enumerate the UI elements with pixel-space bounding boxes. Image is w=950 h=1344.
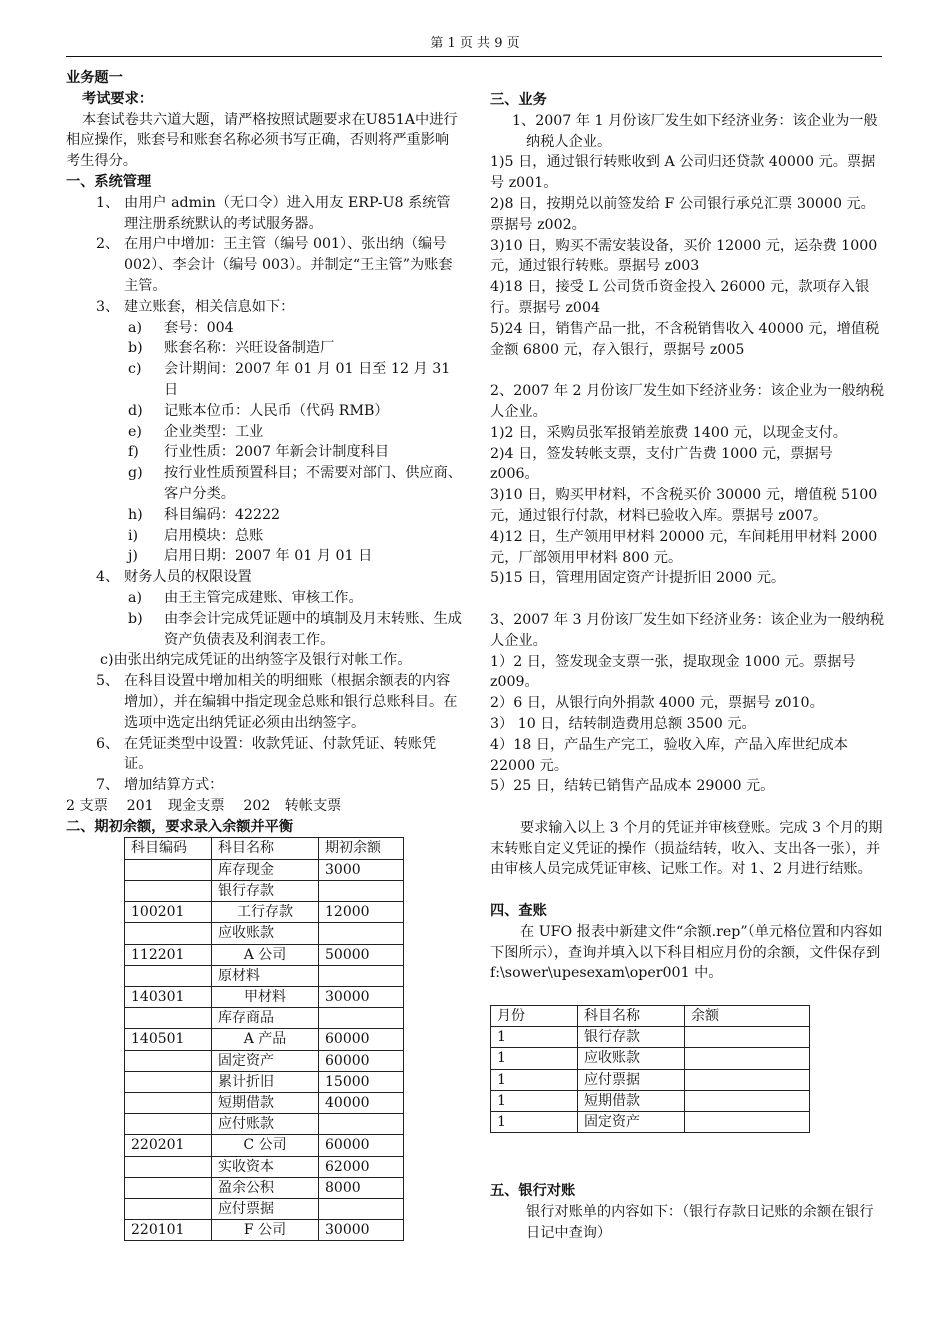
month3-intro: 3、2007 年 3 月份该厂发生如下经济业务：该企业为一般纳税人企业。	[490, 611, 885, 649]
sub-text: 启用日期：2007 年 01 月 01 日	[164, 548, 373, 565]
item-text: 建立账套，相关信息如下：	[124, 298, 295, 315]
item-text: 财务人员的权限设置	[124, 569, 252, 586]
cell-balance: 60000	[319, 1135, 404, 1156]
list-item	[66, 193, 462, 235]
m1-item: 4)18 日，接受 L 公司货币资金投入 26000 元，款项存入银行。票据号 z004	[490, 279, 870, 316]
cell-name: C 公司	[212, 1135, 319, 1156]
sub-text: 由李会计完成凭证题中的填制及月末转账、生成资产负债表及利润表工作。	[164, 610, 462, 648]
cell-name: 应收账款	[212, 923, 319, 944]
table-row	[125, 1071, 404, 1092]
table-row	[125, 859, 404, 880]
item-number: 4、	[96, 569, 120, 586]
table-row	[491, 1069, 810, 1090]
sub-item	[66, 422, 462, 443]
table-row	[125, 1198, 404, 1219]
m3-item: 1）2 日，签发现金支票一张，提取现金 1000 元。票据号 z009。	[490, 653, 856, 691]
item-number: 3、	[96, 298, 120, 315]
list-item	[66, 775, 462, 796]
sub-text: 行业性质：2007 年新会计制度科目	[164, 444, 390, 461]
m2-item: 1)2 日，采购员张军报销差旅费 1400 元，以现金支付。	[490, 424, 847, 441]
cell-code	[125, 1050, 212, 1071]
cell-name: 工行存款	[212, 902, 319, 923]
m1-item: 1)5 日，通过银行转账收到 A 公司归还贷款 40000 元。票据号 z001。	[490, 154, 876, 192]
list-item	[66, 297, 462, 318]
cell-balance: 8000	[319, 1177, 404, 1198]
cell-balance	[685, 1069, 810, 1090]
sub-item	[66, 401, 462, 422]
cell-name: 原材料	[212, 965, 319, 986]
header-rule	[66, 56, 882, 57]
m1-item: 5)24 日，销售产品一批，不含税销售收入 40000 元，增值税金额 6800 元，存入银行，票据号 z005	[490, 320, 880, 358]
cell-month: 1	[491, 1112, 578, 1133]
sub-text: 按行业性质预置科目；不需要对部门、供应商、客户分类。	[164, 465, 462, 502]
col-header-name: 科目名称	[212, 838, 319, 859]
sub-number: e)	[128, 423, 142, 440]
list-item	[66, 734, 462, 776]
sub-number: a)	[128, 319, 142, 336]
sub-text: 科目编码：42222	[164, 506, 281, 523]
cell-code	[125, 1156, 212, 1177]
cell-code: 220101	[125, 1220, 212, 1241]
sub-item	[66, 505, 462, 526]
cell-balance	[685, 1027, 810, 1048]
cell-code	[125, 859, 212, 880]
cell-month: 1	[491, 1090, 578, 1111]
sub-item	[66, 318, 462, 339]
m1-item: 2)8 日，按期兑以前签发给 F 公司银行承兑汇票 30000 元。票据号 z002。	[490, 195, 875, 233]
cell-code	[125, 923, 212, 944]
s1-items-a	[66, 193, 462, 318]
sub-number: g)	[128, 465, 143, 482]
cell-name: 应付票据	[212, 1198, 319, 1219]
item-text: 在凭证类型中设置：收款凭证、付款凭证、转账凭证。	[124, 735, 437, 773]
table-row	[125, 965, 404, 986]
sub-number: b)	[128, 610, 143, 627]
sub-text: 由王主管完成建账、审核工作。	[164, 589, 363, 606]
month1-intro: 1、2007 年 1 月份该厂发生如下经济业务：该企业为一般纳税人企业。	[512, 112, 878, 150]
cell-balance: 60000	[319, 1029, 404, 1050]
cell-balance	[685, 1048, 810, 1069]
cell-balance: 62000	[319, 1156, 404, 1177]
m3-item: 2）6 日，从银行向外捐款 4000 元，票据号 z010。	[490, 695, 824, 712]
cell-name: 盈余公积	[212, 1177, 319, 1198]
table-row	[125, 902, 404, 923]
col-header-account: 科目名称	[578, 1006, 685, 1027]
m3-item: 4）18 日，产品生产完工，验收入库，产品入库世纪成本 22000 元。	[490, 736, 848, 774]
sub-number: i)	[128, 527, 139, 544]
cell-balance: 15000	[319, 1071, 404, 1092]
cell-name: 甲材料	[212, 986, 319, 1007]
col-header-code: 科目编码	[125, 838, 212, 859]
sub-item	[66, 338, 462, 359]
cell-name: A 产品	[212, 1029, 319, 1050]
s1-sub3	[66, 318, 462, 568]
month2-intro: 2、2007 年 2 月份该厂发生如下经济业务：该企业为一般纳税人企业。	[490, 383, 885, 420]
m2-item: 2)4 日，签发转帐支票，支付广告费 1000 元，票据号 z006。	[490, 445, 833, 483]
cell-name: 固定资产	[212, 1050, 319, 1071]
exam-req-text: 本套试卷共六道大题，请严格按照试题要求在U851A中进行相应操作，账套号和账套名称必须书写正确，否则将严重影响考生得分。	[66, 111, 458, 170]
cell-account: 应收账款	[578, 1048, 685, 1069]
sub-text: 套号：004	[164, 319, 234, 336]
item-number: 1、	[96, 194, 120, 211]
cell-name: A 公司	[212, 944, 319, 965]
sub-number: f)	[128, 444, 139, 461]
m2-item: 3)10 日，购买甲材料，不含税买价 30000 元，增值税 5100 元，通过银行付款，材料已验收入库。票据号 z007。	[490, 487, 878, 524]
cell-account: 固定资产	[578, 1112, 685, 1133]
sub-text: 会计期间：2007 年 01 月 01 日至 12 月 31 日	[164, 361, 451, 398]
exam-req-label: 考试要求：	[82, 90, 153, 107]
opening-balance-table	[124, 837, 404, 1241]
cell-balance	[319, 880, 404, 901]
table-row	[125, 1177, 404, 1198]
sub-number: a)	[128, 589, 142, 606]
col-header-month: 月份	[491, 1006, 578, 1027]
cell-account: 应付票据	[578, 1069, 685, 1090]
cell-balance: 3000	[319, 859, 404, 880]
cell-code	[125, 1177, 212, 1198]
col-header-balance: 余额	[685, 1006, 810, 1027]
section-3-title: 三、业务	[490, 92, 547, 108]
m2-item: 5)15 日，管理用固定资产计提折旧 2000 元。	[490, 570, 786, 587]
table-header-row	[125, 838, 404, 859]
cell-code: 220201	[125, 1135, 212, 1156]
cell-balance	[319, 965, 404, 986]
table-row	[125, 1008, 404, 1029]
sub-number: c)	[128, 361, 142, 378]
cell-balance: 30000	[319, 986, 404, 1007]
sub-item-c: c)由张出纳完成凭证的出纳签字及银行对帐工作。	[100, 652, 412, 669]
sub-item	[66, 442, 462, 463]
cell-month: 1	[491, 1069, 578, 1090]
spacer	[490, 589, 886, 610]
item-number: 5、	[96, 673, 120, 690]
section-4-text: 在 UFO 报表中新建文件“余额.rep”（单元格位置和内容如下图所示），查询并填入以下科目相应月份的余额，文件保存到 f:\sower\upesexam\oper001 中。	[490, 923, 883, 982]
cell-balance: 12000	[319, 902, 404, 923]
table-row	[125, 1050, 404, 1071]
section-4-title: 四、查账	[490, 903, 547, 920]
section-3-requirement: 要求输入以上 3 个月的凭证并审核登账。完成 3 个月的期末转账自定义凭证的操作（损益结转，收入、支出各一张），并由审核人员完成凭证审核、记账工作。对 1、2 月进行结账。	[490, 819, 883, 878]
right-column	[490, 90, 886, 1244]
list-item	[66, 567, 462, 588]
cell-code: 100201	[125, 902, 212, 923]
table-header-row	[491, 1006, 810, 1027]
cell-balance: 40000	[319, 1092, 404, 1113]
table-row	[125, 1029, 404, 1050]
cell-code	[125, 880, 212, 901]
section-5-title: 五、银行对账	[490, 1183, 576, 1200]
sub-number: b)	[128, 340, 143, 357]
spacer	[490, 880, 886, 901]
table-row	[491, 1112, 810, 1133]
spacer	[490, 797, 886, 818]
cell-name: 实收资本	[212, 1156, 319, 1177]
cell-name: 银行存款	[212, 880, 319, 901]
cell-balance: 30000	[319, 1220, 404, 1241]
sub-text: 记账本位币：人民币（代码 RMB）	[164, 402, 389, 419]
sub-item	[66, 463, 462, 505]
sub-number: d)	[128, 402, 143, 419]
cell-name: 库存现金	[212, 859, 319, 880]
table-row	[125, 944, 404, 965]
cell-balance	[685, 1090, 810, 1111]
cell-balance	[319, 1198, 404, 1219]
cell-account: 短期借款	[578, 1090, 685, 1111]
item-number: 2、	[96, 236, 120, 253]
item-number: 7、	[96, 777, 120, 794]
m3-item: 5）25 日，结转已销售产品成本 29000 元。	[490, 778, 775, 795]
item-text: 在科目设置中增加相关的明细账（根据余额表的内容增加），并在编辑中指定现金总账和银行总账科目。在选项中选定出纳凭证必须由出纳签字。	[124, 673, 458, 731]
table-row	[125, 1135, 404, 1156]
cell-code	[125, 965, 212, 986]
cell-code	[125, 1008, 212, 1029]
table-row	[125, 1156, 404, 1177]
sub-item	[66, 546, 462, 567]
cell-code	[125, 1114, 212, 1135]
cell-balance	[685, 1112, 810, 1133]
cell-account: 银行存款	[578, 1027, 685, 1048]
cell-balance	[319, 1114, 404, 1135]
sub-item	[66, 588, 462, 609]
cell-name: 应付账款	[212, 1114, 319, 1135]
table-row	[125, 986, 404, 1007]
cell-code	[125, 1092, 212, 1113]
cell-code	[125, 1198, 212, 1219]
section-1-title: 一、系统管理	[66, 173, 152, 190]
section-2-title: 二、期初余额，要求录入余额并平衡	[66, 818, 294, 835]
cell-code: 112201	[125, 944, 212, 965]
cell-name: F 公司	[212, 1220, 319, 1241]
list-item	[66, 234, 462, 296]
cell-month: 1	[491, 1027, 578, 1048]
spacer	[490, 1133, 886, 1181]
item-number: 6、	[96, 735, 120, 752]
doc-title: 业务题一	[66, 70, 123, 86]
table-row	[491, 1048, 810, 1069]
cell-balance: 50000	[319, 944, 404, 965]
sub-item	[66, 526, 462, 547]
item-text: 由用户 admin（无口令）进入用友 ERP-U8 系统管理注册系统默认的考试服务器。	[124, 194, 451, 232]
cell-name: 库存商品	[212, 1008, 319, 1029]
cell-name: 短期借款	[212, 1092, 319, 1113]
item-text: 增加结算方式：	[124, 777, 224, 794]
section-5-text: 银行对账单的内容如下：（银行存款日记账的余额在银行日记中查询）	[526, 1204, 874, 1241]
left-column	[66, 68, 462, 1241]
page-header: 第 1 页 共 9 页	[430, 36, 520, 51]
cell-balance	[319, 923, 404, 944]
table-row	[125, 923, 404, 944]
cell-code: 140501	[125, 1029, 212, 1050]
sub-text: 企业类型：工业	[164, 423, 264, 440]
cell-code	[125, 1071, 212, 1092]
table-row	[491, 1027, 810, 1048]
cell-balance	[319, 1008, 404, 1029]
sub-text: 启用模块：总账	[164, 527, 264, 544]
cell-month: 1	[491, 1048, 578, 1069]
table-row	[125, 1114, 404, 1135]
sub-item	[66, 609, 462, 651]
table-row	[125, 880, 404, 901]
sub-text: 账套名称：兴旺设备制造厂	[164, 340, 335, 357]
table-row	[125, 1220, 404, 1241]
spacer	[490, 360, 886, 381]
table-row	[125, 1092, 404, 1113]
cell-name: 累计折旧	[212, 1071, 319, 1092]
m1-item: 3)10 日，购买不需安装设备，买价 12000 元，运杂费 1000 元，通过银行转账。票据号 z003	[490, 237, 878, 275]
m3-item: 3） 10 日，结转制造费用总额 3500 元。	[490, 715, 756, 732]
list-item	[66, 671, 462, 733]
spacer	[490, 984, 886, 1005]
sub-number: j)	[128, 548, 138, 565]
col-header-balance: 期初余额	[319, 838, 404, 859]
cell-balance: 60000	[319, 1050, 404, 1071]
item-text: 在用户中增加：王主管（编号 001）、张出纳（编号 002）、李会计（编号 003）。并制定“王主管”为账套主管。	[124, 236, 453, 294]
settlement-line: 2 支票 201 现金支票 202 转帐支票	[66, 797, 342, 814]
m2-item: 4)12 日，生产领用甲材料 20000 元，车间耗用甲材料 2000 元，厂部领用甲材料 800 元。	[490, 528, 878, 566]
sub-number: h)	[128, 506, 143, 523]
sub-item	[66, 359, 462, 401]
table-row	[491, 1090, 810, 1111]
balance-query-table	[490, 1005, 810, 1133]
cell-code: 140301	[125, 986, 212, 1007]
